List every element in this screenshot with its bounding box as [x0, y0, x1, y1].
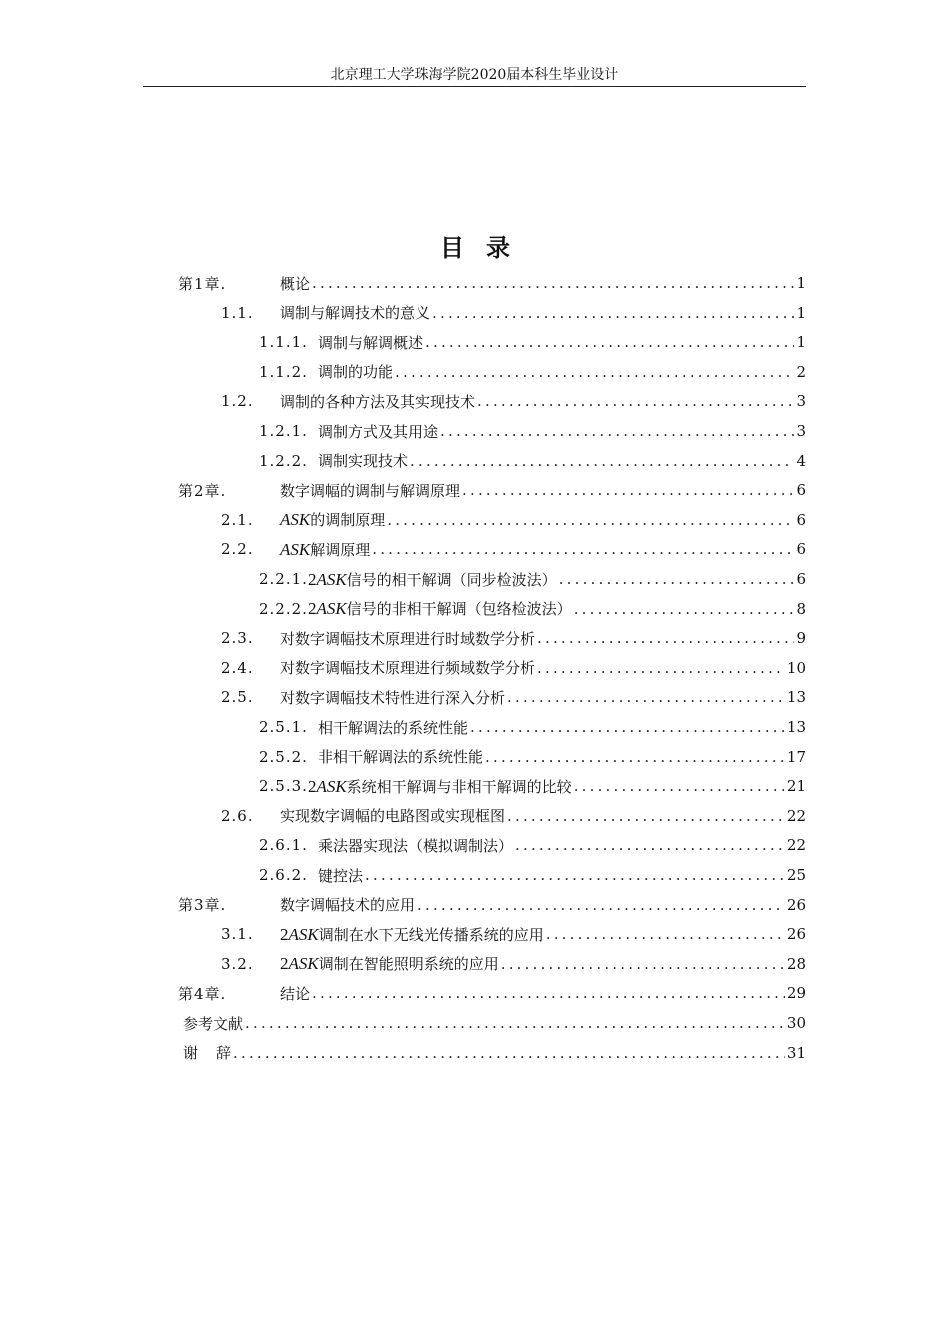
toc-entry-title: 调制实现技术 — [318, 452, 409, 471]
toc-entry-number: 2.1. — [221, 510, 254, 529]
toc-dot-leader — [425, 333, 794, 351]
toc-entry-page: 25 — [786, 866, 806, 884]
toc-dot-leader — [501, 955, 785, 973]
toc-entry-number: 第1章. — [178, 274, 227, 293]
toc-entry[interactable] — [259, 357, 806, 387]
toc-entry-title: 调制方式及其用途 — [318, 422, 439, 441]
header-text: 北京理工大学珠海学院2020届本科生毕业设计 — [330, 67, 619, 83]
toc-dot-leader — [312, 984, 785, 1002]
toc-entry[interactable] — [259, 712, 806, 742]
toc-entry[interactable] — [221, 653, 806, 683]
toc-entry-page: 28 — [786, 954, 806, 973]
toc-entry-page: 10 — [786, 658, 806, 677]
toc-entry[interactable] — [259, 594, 806, 624]
toc-entry-page: 3 — [796, 422, 806, 440]
toc-entry[interactable] — [259, 860, 806, 890]
toc-entry-page: 4 — [796, 451, 806, 470]
toc-entry-title: 非相干解调法的系统性能 — [318, 748, 484, 767]
toc-entry-page: 21 — [786, 777, 806, 796]
toc-entry-title: 参考文献 — [183, 1014, 244, 1033]
toc-dot-leader — [477, 392, 794, 410]
toc-entry-number: 2.2.1. — [259, 570, 308, 588]
toc-entry-page: 1 — [796, 303, 806, 322]
toc-dot-leader — [365, 866, 785, 884]
toc-entry-title: 实现数字调幅的电路图或实现框图 — [280, 807, 506, 826]
toc-dot-leader — [440, 422, 794, 440]
toc-dot-leader — [485, 748, 785, 766]
toc-dot-leader — [574, 777, 785, 795]
toc-dot-leader — [245, 1014, 785, 1032]
toc-entry[interactable] — [259, 830, 806, 860]
toc-entry-page: 8 — [796, 599, 806, 618]
toc-entry[interactable] — [221, 534, 806, 564]
toc-entry-number: 1.1.2. — [259, 362, 308, 381]
toc-entry-title: ASK解调原理 — [280, 539, 371, 559]
toc-entry-number: 1.2.1. — [259, 422, 308, 440]
toc-entry[interactable] — [221, 801, 806, 831]
toc-entry[interactable] — [178, 268, 806, 298]
toc-entry[interactable] — [221, 919, 806, 949]
toc-entry[interactable] — [259, 742, 806, 772]
toc-entry-title: 对数字调幅技术原理进行频域数学分析 — [280, 659, 536, 678]
toc-dot-leader — [395, 363, 794, 381]
toc-entry-number: 第4章. — [178, 984, 227, 1003]
toc-entry-number: 第2章. — [178, 481, 227, 500]
toc-entry-number: 3.2. — [221, 954, 254, 973]
toc-entry-number: 2.2.2. — [259, 599, 308, 618]
toc-entry-title: 调制的功能 — [318, 363, 394, 382]
toc-dot-leader — [507, 807, 785, 825]
toc-entry[interactable] — [221, 682, 806, 712]
toc-dot-leader — [546, 925, 785, 943]
toc-entry-number: 1.1.1. — [259, 333, 308, 352]
toc-entry[interactable] — [259, 771, 806, 801]
toc-entry-title: 2ASK系统相干解调与非相干解调的比较 — [307, 776, 572, 796]
toc-entry[interactable] — [259, 327, 806, 357]
toc-dot-leader — [574, 600, 795, 618]
toc-entry-number: 1.2.2. — [259, 451, 308, 470]
toc-entry-title: 概论 — [280, 274, 311, 293]
toc-entry-number: 3.1. — [221, 925, 254, 944]
toc-entry-title: 谢 辞 — [183, 1044, 232, 1063]
toc-dot-leader — [432, 304, 794, 322]
toc-entry-page: 6 — [796, 510, 806, 529]
toc-entry[interactable] — [178, 890, 806, 920]
toc-entry[interactable] — [183, 1008, 806, 1038]
toc-entry-number: 1.1. — [221, 303, 254, 322]
toc-entry-title: 调制与解调概述 — [318, 333, 424, 352]
toc-entry-page: 31 — [786, 1043, 806, 1062]
toc-dot-leader — [559, 570, 795, 588]
toc-entry-title: 键控法 — [318, 866, 364, 885]
toc-dot-leader — [417, 896, 785, 914]
toc-dot-leader — [507, 688, 785, 706]
toc-dot-leader — [537, 629, 794, 647]
toc-entry-title: 对数字调幅技术原理进行时域数学分析 — [280, 629, 536, 648]
toc-entry-number: 第3章. — [178, 896, 227, 915]
toc-entry-page: 2 — [796, 362, 806, 381]
toc-entry-title: 数字调幅的调制与解调原理 — [280, 481, 461, 500]
toc-entry-page: 26 — [786, 925, 806, 944]
toc-entry-title: 结论 — [280, 984, 311, 1003]
toc-entry-title: ASK的调制原理 — [280, 510, 386, 530]
toc-entry-page: 6 — [796, 570, 806, 588]
toc-entry-title: 对数字调幅技术特性进行深入分析 — [280, 688, 506, 707]
toc-entry-title: 2ASK调制在智能照明系统的应用 — [280, 954, 499, 974]
toc-entry[interactable] — [221, 298, 806, 328]
toc-entry-page: 26 — [786, 895, 806, 914]
toc-entry-page: 3 — [796, 392, 806, 411]
toc-entry[interactable] — [259, 446, 806, 476]
toc-entry-page: 6 — [796, 540, 806, 559]
toc-entry-number: 2.6. — [221, 806, 254, 825]
toc-entry-title: 2ASK信号的非相干解调（包络检波法） — [307, 599, 572, 619]
toc-dot-leader — [233, 1044, 785, 1062]
toc-entry-number: 2.5.2. — [259, 747, 308, 766]
toc-entry[interactable] — [221, 386, 806, 416]
toc-dot-leader — [470, 718, 785, 736]
toc-entry-number: 2.5. — [221, 688, 254, 707]
toc-entry-number: 2.4. — [221, 658, 254, 677]
toc-entry-number: 1.2. — [221, 392, 254, 411]
toc-entry-title: 相干解调法的系统性能 — [318, 718, 469, 737]
toc-entry-number: 2.2. — [221, 540, 254, 559]
toc-entry-number: 2.3. — [221, 629, 254, 648]
toc-entry-page: 1 — [796, 274, 806, 292]
toc-entry[interactable] — [183, 1038, 806, 1068]
toc-entry[interactable] — [221, 949, 806, 979]
toc-entry-number: 2.5.3. — [259, 777, 308, 796]
toc-entry[interactable] — [259, 416, 806, 446]
toc-entry-title: 2ASK信号的相干解调（同步检波法） — [307, 569, 557, 589]
toc-entry-number: 2.6.2. — [259, 866, 308, 884]
toc-entry-title: 乘法器实现法（模拟调制法） — [318, 836, 514, 855]
toc-dot-leader — [462, 481, 794, 499]
toc-dot-leader — [312, 274, 794, 292]
toc-entry[interactable] — [259, 564, 806, 594]
toc-entry-page: 17 — [786, 747, 806, 766]
toc-entry[interactable] — [221, 505, 806, 535]
toc-entry-page: 13 — [786, 718, 806, 736]
toc-entry-title: 调制与解调技术的意义 — [280, 304, 431, 323]
toc-entry-page: 9 — [796, 629, 806, 648]
toc-title: 目录 — [440, 234, 532, 262]
toc-entry-page: 22 — [786, 836, 806, 855]
toc-entry-title: 调制的各种方法及其实现技术 — [280, 392, 476, 411]
toc-entry-page: 1 — [796, 333, 806, 352]
toc-dot-leader — [515, 836, 785, 854]
toc-dot-leader — [387, 511, 794, 529]
toc-entry[interactable] — [178, 978, 806, 1008]
toc-dot-leader — [410, 452, 794, 470]
toc-entry-page: 22 — [786, 806, 806, 825]
toc-entry-page: 30 — [786, 1014, 806, 1032]
toc-entry[interactable] — [178, 475, 806, 505]
toc-entry-number: 2.5.1. — [259, 718, 308, 736]
toc-entry-page: 29 — [786, 984, 806, 1003]
toc-entry-title: 2ASK调制在水下无线光传播系统的应用 — [280, 924, 544, 944]
toc-dot-leader — [537, 659, 785, 677]
toc-entry[interactable] — [221, 623, 806, 653]
toc-dot-leader — [372, 540, 794, 558]
toc-entry-page: 13 — [786, 688, 806, 707]
toc-entry-number: 2.6.1. — [259, 836, 308, 855]
toc-entry-page: 6 — [796, 481, 806, 500]
page-header — [143, 66, 806, 87]
toc-entry-title: 数字调幅技术的应用 — [280, 896, 416, 915]
